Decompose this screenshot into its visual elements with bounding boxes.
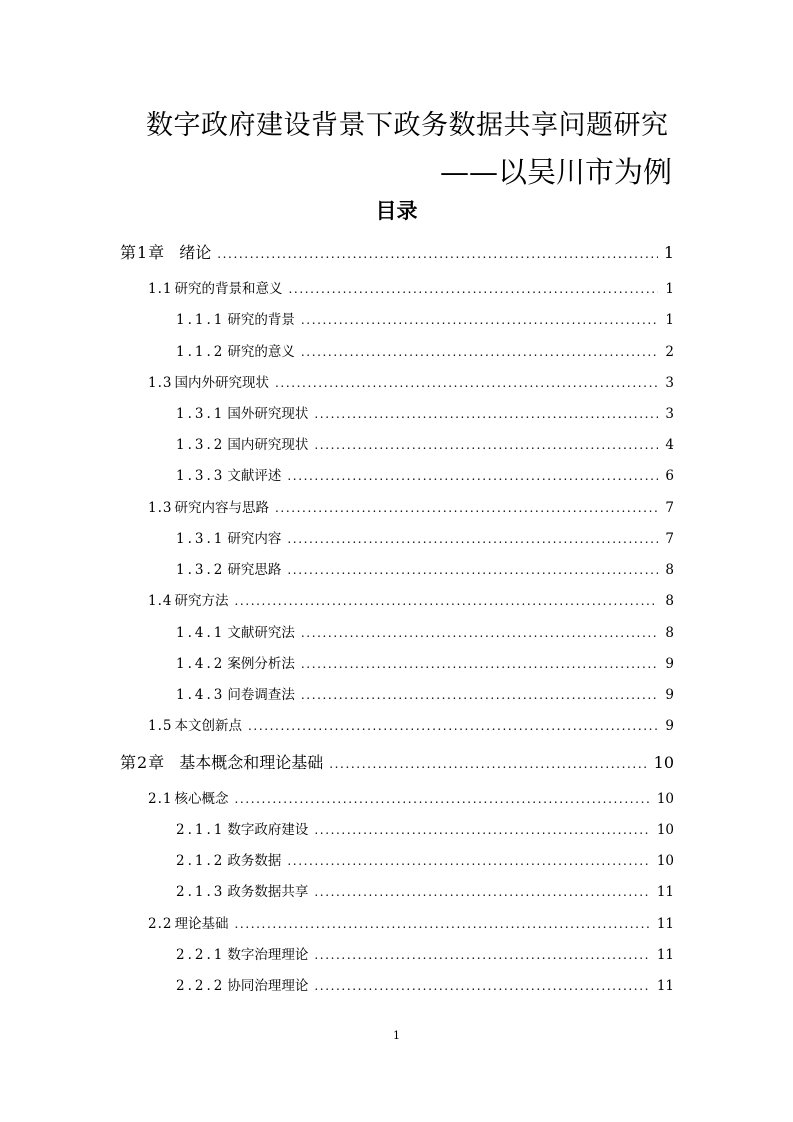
toc-entry-number: 1.5 (148, 718, 173, 734)
toc-entry-title: 绪论 (179, 243, 212, 262)
toc-leader-dots (314, 823, 650, 837)
toc-entry-page: 8 (665, 625, 674, 641)
toc-entry-title: 研究内容与思路 (174, 500, 269, 516)
toc-entry-number: 1.1.2 (176, 344, 226, 360)
toc-entry-page: 8 (665, 593, 674, 609)
toc-leader-dots (287, 854, 650, 868)
toc-leader-dots (301, 345, 658, 359)
toc-entry-number: 1.4.3 (176, 687, 226, 703)
toc-leader-dots (234, 594, 658, 608)
toc-leader-dots (329, 757, 647, 771)
toc-entry-number: 1.3.1 (176, 531, 226, 547)
toc-entry-number: 2.1.1 (176, 822, 226, 838)
toc-entry-number: 1.3.2 (176, 562, 226, 578)
toc-leader-dots (287, 469, 658, 483)
toc-entry[interactable] (176, 308, 674, 328)
toc-entry-page: 7 (665, 500, 674, 516)
toc-entry-page: 10 (653, 753, 674, 772)
toc-entry-title: 国外研究现状 (227, 406, 309, 422)
toc-leader-dots (314, 407, 658, 421)
toc-entry[interactable] (176, 880, 674, 900)
toc-leader-dots (275, 376, 658, 390)
toc-entry[interactable] (148, 277, 674, 297)
toc-leader-dots (301, 626, 658, 640)
toc-entry-number: 2.2.2 (176, 978, 226, 994)
toc-entry[interactable] (176, 433, 674, 453)
toc-entry[interactable] (176, 974, 674, 994)
toc-leader-dots (314, 438, 658, 452)
toc-entry-page: 1 (665, 281, 674, 297)
toc-entry-title: 协同治理理论 (227, 978, 309, 994)
toc-entry[interactable] (148, 589, 674, 609)
toc-entry-number: 1.4.2 (176, 656, 226, 672)
toc-entry-number: 1.1.1 (176, 312, 226, 328)
toc-entry-title: 基本概念和理论基础 (179, 753, 324, 772)
toc-leader-dots (287, 532, 658, 546)
toc-entry-page: 9 (665, 718, 674, 734)
toc-entry-title: 文献评述 (227, 468, 282, 484)
toc-leader-dots (288, 282, 658, 296)
toc-entry[interactable] (176, 652, 674, 672)
toc-entry-page: 4 (665, 437, 674, 453)
toc-entry-number: 2.1.3 (176, 884, 226, 900)
toc-entry[interactable] (176, 558, 674, 578)
toc-leader-dots (248, 719, 658, 733)
toc-entry-page: 11 (656, 978, 674, 994)
toc-entry-title: 政务数据 (227, 853, 282, 869)
toc-heading: 目录 (375, 199, 418, 223)
toc-entry-page: 10 (656, 791, 674, 807)
toc-entry[interactable] (176, 943, 674, 963)
toc-entry[interactable] (176, 683, 674, 703)
toc-leader-dots (314, 948, 650, 962)
toc-entry-page: 8 (665, 562, 674, 578)
toc-entry-title: 研究的意义 (227, 344, 295, 360)
toc-entry[interactable] (176, 340, 674, 360)
toc-entry-title: 研究的背景 (227, 312, 295, 328)
toc-entry-title: 文献研究法 (227, 625, 295, 641)
toc-entry-page: 10 (656, 822, 674, 838)
toc-entry-title: 国内外研究现状 (174, 375, 269, 391)
document-subtitle: ——以吴川市为例 (440, 155, 673, 189)
toc-entry-number: 2.2.1 (176, 947, 226, 963)
toc-entry-page: 3 (665, 406, 674, 422)
toc-leader-dots (234, 917, 650, 931)
toc-entry-number: 1.3.2 (176, 437, 226, 453)
toc-leader-dots (314, 885, 650, 899)
toc-entry-page: 11 (656, 947, 674, 963)
toc-entry-number: 2.1.2 (176, 853, 226, 869)
toc-leader-dots (301, 313, 658, 327)
toc-entry-title: 理论基础 (174, 916, 229, 932)
toc-entry-number: 第1章 (120, 243, 166, 262)
toc-entry-title: 案例分析法 (227, 656, 295, 672)
toc-entry-title: 问卷调查法 (227, 687, 295, 703)
toc-entry-number: 第2章 (120, 753, 166, 772)
toc-leader-dots (301, 688, 658, 702)
toc-entry-page: 10 (656, 853, 674, 869)
toc-entry[interactable] (148, 496, 674, 516)
toc-entry-title: 研究思路 (227, 562, 282, 578)
toc-entry-title: 国内研究现状 (227, 437, 309, 453)
toc-entry-number: 1.4.1 (176, 625, 226, 641)
toc-entry[interactable] (176, 527, 674, 547)
toc-leader-dots (217, 247, 658, 261)
toc-entry-page: 2 (665, 344, 674, 360)
document-title: 数字政府建设背景下政务数据共享问题研究 (146, 110, 669, 141)
toc-entry-number: 1.3 (148, 375, 173, 391)
toc-entry-title: 本文创新点 (174, 718, 242, 734)
toc-entry[interactable] (176, 849, 674, 869)
toc-entry[interactable] (176, 818, 674, 838)
toc-entry-page: 1 (665, 312, 674, 328)
page-number: 1 (393, 1029, 400, 1042)
toc-entry[interactable] (176, 621, 674, 641)
toc-entry-page: 9 (665, 656, 674, 672)
toc-entry-title: 研究内容 (227, 531, 282, 547)
toc-entry-page: 11 (656, 916, 674, 932)
toc-entry[interactable] (176, 464, 674, 484)
toc-entry[interactable] (176, 402, 674, 422)
toc-entry-page: 7 (665, 531, 674, 547)
toc-entry-title: 数字治理理论 (227, 947, 309, 963)
toc-entry[interactable] (120, 750, 674, 773)
toc-entry-title: 政务数据共享 (227, 884, 309, 900)
toc-entry-page: 6 (665, 468, 674, 484)
toc-entry[interactable] (120, 240, 674, 263)
toc-entry[interactable] (148, 787, 674, 807)
toc-leader-dots (234, 792, 650, 806)
toc-entry[interactable] (148, 371, 674, 391)
toc-entry-number: 2.1 (148, 791, 173, 807)
toc-leader-dots (287, 563, 658, 577)
toc-entry[interactable] (148, 912, 674, 932)
toc-entry-title: 核心概念 (174, 791, 229, 807)
toc-entry-number: 1.1 (148, 281, 173, 297)
toc-entry-number: 1.3.1 (176, 406, 226, 422)
toc-entry-number: 1.4 (148, 593, 173, 609)
toc-entry-number: 2.2 (148, 916, 173, 932)
toc-entry-number: 1.3 (148, 500, 173, 516)
toc-leader-dots (314, 979, 650, 993)
toc-entry-page: 11 (656, 884, 674, 900)
toc-entry-page: 3 (665, 375, 674, 391)
toc-entry-number: 1.3.3 (176, 468, 226, 484)
toc-leader-dots (301, 657, 658, 671)
toc-entry-title: 研究方法 (174, 593, 229, 609)
toc-leader-dots (275, 501, 658, 515)
toc-entry-title: 研究的背景和意义 (174, 281, 283, 297)
toc-entry-page: 9 (665, 687, 674, 703)
toc-entry-page: 1 (663, 243, 674, 262)
toc-entry-title: 数字政府建设 (227, 822, 309, 838)
toc-entry[interactable] (148, 714, 674, 734)
